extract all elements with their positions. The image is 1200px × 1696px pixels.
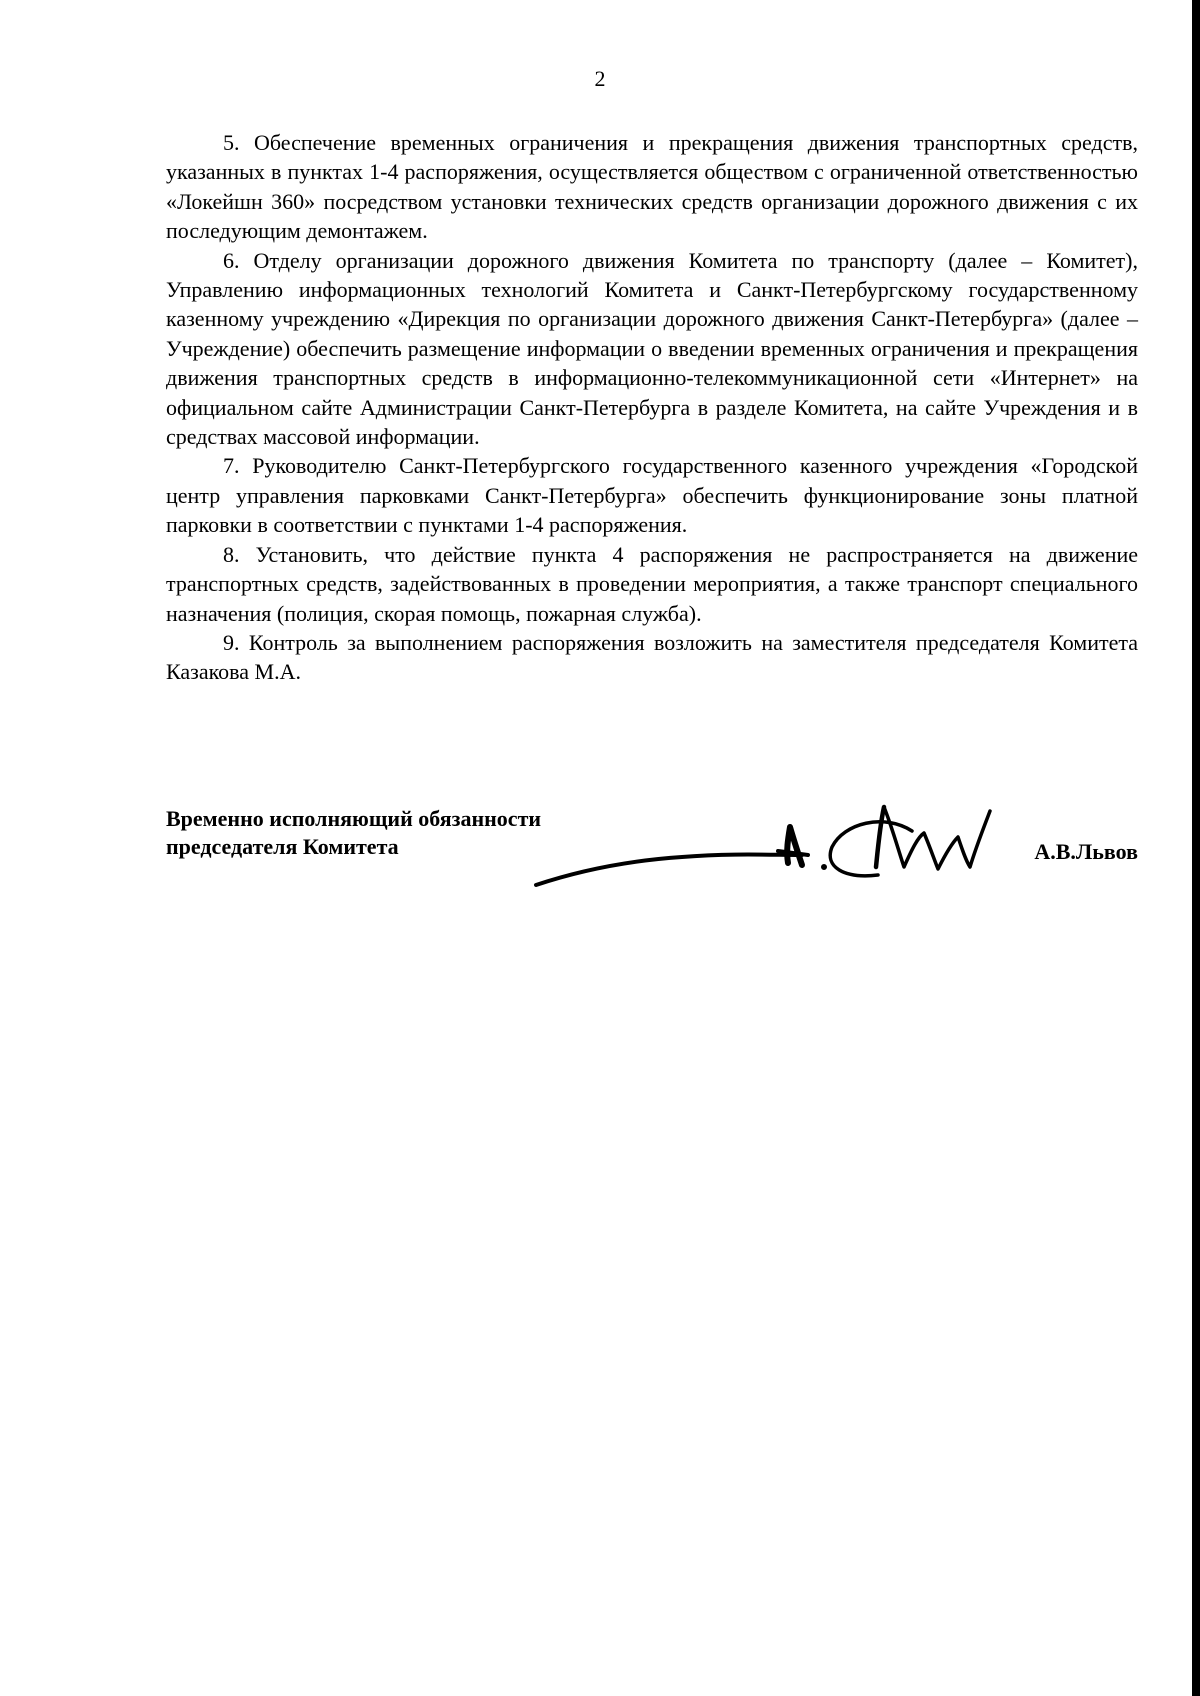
signatory-position-line-1: Временно исполняющий обязанности <box>166 806 542 831</box>
handwritten-signature <box>532 797 992 897</box>
signature-block <box>166 805 1138 885</box>
paragraph-7: 7. Руководителю Санкт-Петербургского государственного казенного учреждения «Городской центр управления парковками Санкт-Петербурга» обеспечить функционирование зоны платной парковки в соответствии с пунктами 1-4 распоряжения. <box>166 453 1138 538</box>
signatory-name: А.В.Львов <box>1034 839 1138 864</box>
paragraph-6: 6. Отделу организации дорожного движения Комитета по транспорту (далее – Комитет), Управлению информационных технологий Комитета и Санкт-Петербургскому государственному казенному учреждению «Дирекция по организации дорожного движения Санкт-Петербурга» (далее – Учреждение) обеспечить размещение информации о введении временных ограничения и прекращения движения транспортных средств в информационно-телекоммуникационной сети «Интернет» на официальном сайте Администрации Санкт-Петербурга в разделе Комитета, на сайте Учреждения и в средствах массовой информации. <box>166 247 1138 450</box>
paragraph-8: 8. Установить, что действие пункта 4 распоряжения не распространяется на движение транспортных средств, задействованных в проведении мероприятия, а также транспорт специального назначения (полиция, скорая помощь, пожарная служба). <box>166 541 1138 626</box>
signatory-position <box>166 805 541 861</box>
scan-edge-border <box>1192 0 1200 1696</box>
signatory-position-line-2: председателя Комитета <box>166 834 399 859</box>
paragraph-5: 5. Обеспечение временных ограничения и прекращения движения транспортных средств, указанных в пунктах 1-4 распоряжения, осуществляется обществом с ограниченной ответственностью «Локейшн 360» посредством установки технических средств организации дорожного движения с их последующим демонтажем. <box>166 130 1138 244</box>
document-body <box>166 128 1138 687</box>
paragraph-9: 9. Контроль за выполнением распоряжения возложить на заместителя председателя Комитета Казакова М.А. <box>166 629 1138 685</box>
page-number: 2 <box>594 66 606 91</box>
